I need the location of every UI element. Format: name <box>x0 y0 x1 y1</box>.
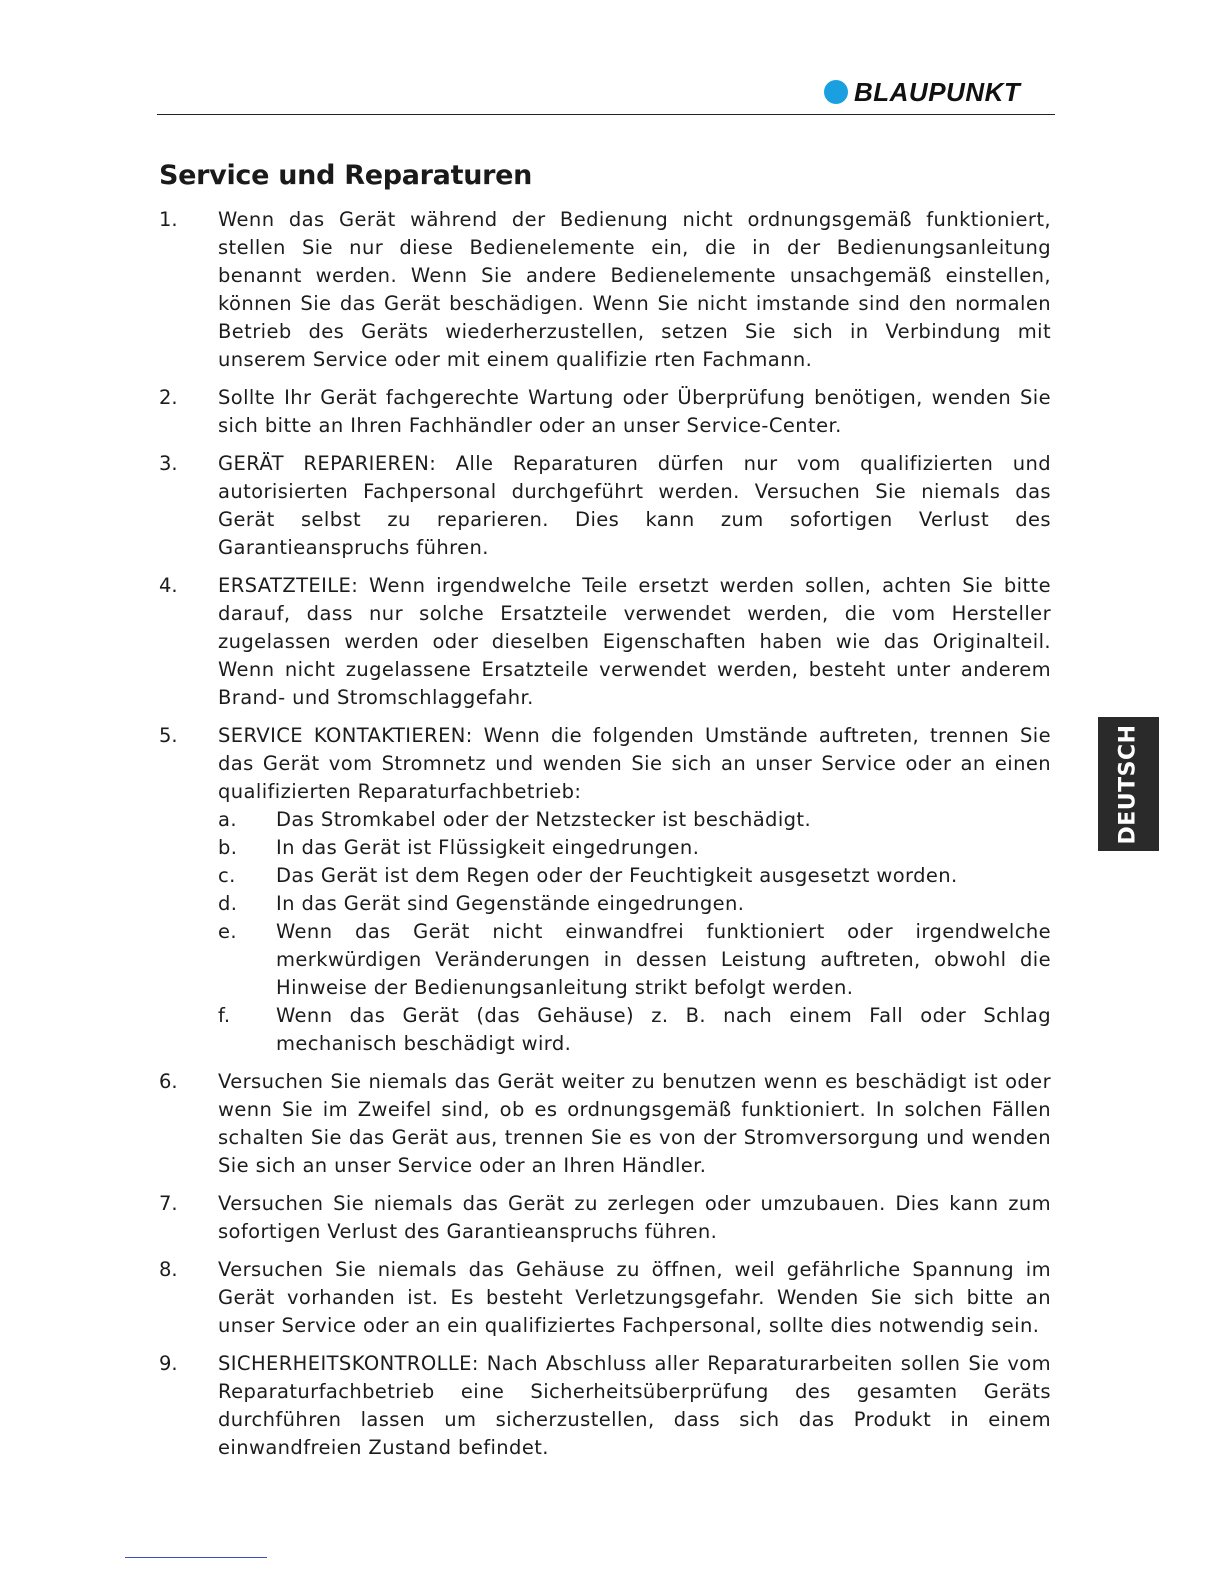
page-title: Service und Reparaturen <box>159 160 533 191</box>
language-tab-label: DEUTSCH <box>1116 723 1142 845</box>
item-text: Wenn das Gerät während der Bedienung nicht ordnungsgemäß funktioniert, stellen Sie nur diese Bedienelemente ein, die in der Bedienungsanleitung benannt werden. Wenn Sie andere Bedienelemente unsachgemäß einstellen, können Sie das Gerät beschädigen. Wenn Sie nicht imstande sind den normalen Betrieb des Geräts wiederherzustellen, setzen Sie sich in Verbindung mit unserem Service oder mit einem qualifizie rten Fachmann. <box>218 208 1051 371</box>
item-text: Sollte Ihr Gerät fachgerechte Wartung oder Überprüfung benötigen, wenden Sie sich bitte an Ihren Fachhändler oder an unser Service-Center. <box>218 386 1051 437</box>
item-text: Versuchen Sie niemals das Gehäuse zu öffnen, weil gefährliche Spannung im Gerät vorhanden ist. Es besteht Verletzungsgefahr. Wenden Sie sich bitte an unser Service oder an ein qualifiziertes Fachpersonal, sollte dies notwendig sein. <box>218 1258 1051 1337</box>
sub-list-item <box>218 806 1051 834</box>
sub-item-letter: d. <box>218 892 238 915</box>
item-number: 1. <box>159 208 178 231</box>
list-item <box>159 1068 1051 1180</box>
item-text: GERÄT REPARIEREN: Alle Reparaturen dürfen nur vom qualifizierten und autorisierten Fachpersonal durchgeführt werden. Versuchen Sie niemals das Gerät selbst zu reparieren. Dies kann zum sofortigen Verlust des Garantieanspruchs führen. <box>218 452 1051 559</box>
sub-item-letter: a. <box>218 808 237 831</box>
sub-list-item <box>218 1002 1051 1058</box>
sub-item-text: Das Stromkabel oder der Netzstecker ist beschädigt. <box>276 808 812 831</box>
item-number: 6. <box>159 1070 178 1093</box>
item-number: 2. <box>159 386 178 409</box>
sub-item-text: Wenn das Gerät (das Gehäuse) z. B. nach einem Fall oder Schlag mechanisch beschädigt wird. <box>276 1004 1051 1055</box>
service-list <box>159 206 1051 1472</box>
brand-name: BLAUPUNKT <box>854 76 1021 107</box>
list-item <box>159 722 1051 1058</box>
list-item <box>159 1256 1051 1340</box>
language-tab <box>1098 717 1159 851</box>
item-text: Versuchen Sie niemals das Gerät zu zerlegen oder umzubauen. Dies kann zum sofortigen Verlust des Garantieanspruchs führen. <box>218 1192 1051 1243</box>
item-number: 4. <box>159 574 178 597</box>
sub-item-letter: c. <box>218 864 236 887</box>
sub-item-text: Wenn das Gerät nicht einwandfrei funktioniert oder irgendwelche merkwürdigen Veränderungen in dessen Leistung auftreten, obwohl die Hinweise der Bedienungsanleitung strikt befolgt werden. <box>276 920 1051 999</box>
item-number: 9. <box>159 1352 178 1375</box>
sub-item-text: In das Gerät ist Flüssigkeit eingedrungen. <box>276 836 700 859</box>
item-text: ERSATZTEILE: Wenn irgendwelche Teile ersetzt werden sollen, achten Sie bitte darauf, dass nur solche Ersatzteile verwendet werden, die vom Hersteller zugelassen werden oder dieselben Eigenschaften haben wie das Originalteil. Wenn nicht zugelassene Ersatzteile verwendet werden, besteht unter anderem Brand- und Stromschlaggefahr. <box>218 574 1051 709</box>
sub-item-text: Das Gerät ist dem Regen oder der Feuchtigkeit ausgesetzt worden. <box>276 864 958 887</box>
sub-item-letter: e. <box>218 920 237 943</box>
item-body <box>218 722 1051 1058</box>
sub-list-item <box>218 918 1051 1002</box>
list-item <box>159 384 1051 440</box>
list-item <box>159 450 1051 562</box>
item-text: SERVICE KONTAKTIEREN: Wenn die folgenden Umstände auftreten, trennen Sie das Gerät vom Stromnetz und wenden Sie sich an unser Service oder an einen qualifizierten Reparaturfachbetrieb: <box>218 724 1051 803</box>
item-number: 7. <box>159 1192 178 1215</box>
item-text: Versuchen Sie niemals das Gerät weiter zu benutzen wenn es beschädigt ist oder wenn Sie im Zweifel sind, ob es ordnungsgemäß funktioniert. In solchen Fällen schalten Sie das Gerät aus, trennen Sie es von der Stromversorgung und wenden Sie sich an unser Service oder an Ihren Händler. <box>218 1070 1051 1177</box>
item-number: 8. <box>159 1258 178 1281</box>
sub-item-text: In das Gerät sind Gegenstände eingedrungen. <box>276 892 745 915</box>
brand-logo <box>824 76 1020 108</box>
list-item <box>159 1350 1051 1462</box>
footer-divider <box>125 1557 267 1558</box>
brand-dot-icon <box>824 80 848 104</box>
item-text: SICHERHEITSKONTROLLE: Nach Abschluss aller Reparaturarbeiten sollen Sie vom Reparaturfachbetrieb eine Sicherheitsüberprüfung des gesamten Geräts durchführen lassen um sicherzustellen, dass sich das Produkt in einem einwandfreien Zustand befindet. <box>218 1352 1051 1459</box>
sub-list-item <box>218 862 1051 890</box>
sub-item-letter: f. <box>218 1004 231 1027</box>
list-item <box>159 572 1051 712</box>
header-divider <box>157 114 1055 115</box>
item-number: 3. <box>159 452 178 475</box>
list-item <box>159 1190 1051 1246</box>
sub-list-item <box>218 834 1051 862</box>
sub-list-item <box>218 890 1051 918</box>
list-item <box>159 206 1051 374</box>
sub-list <box>218 806 1051 1058</box>
sub-item-letter: b. <box>218 836 238 859</box>
item-number: 5. <box>159 724 178 747</box>
